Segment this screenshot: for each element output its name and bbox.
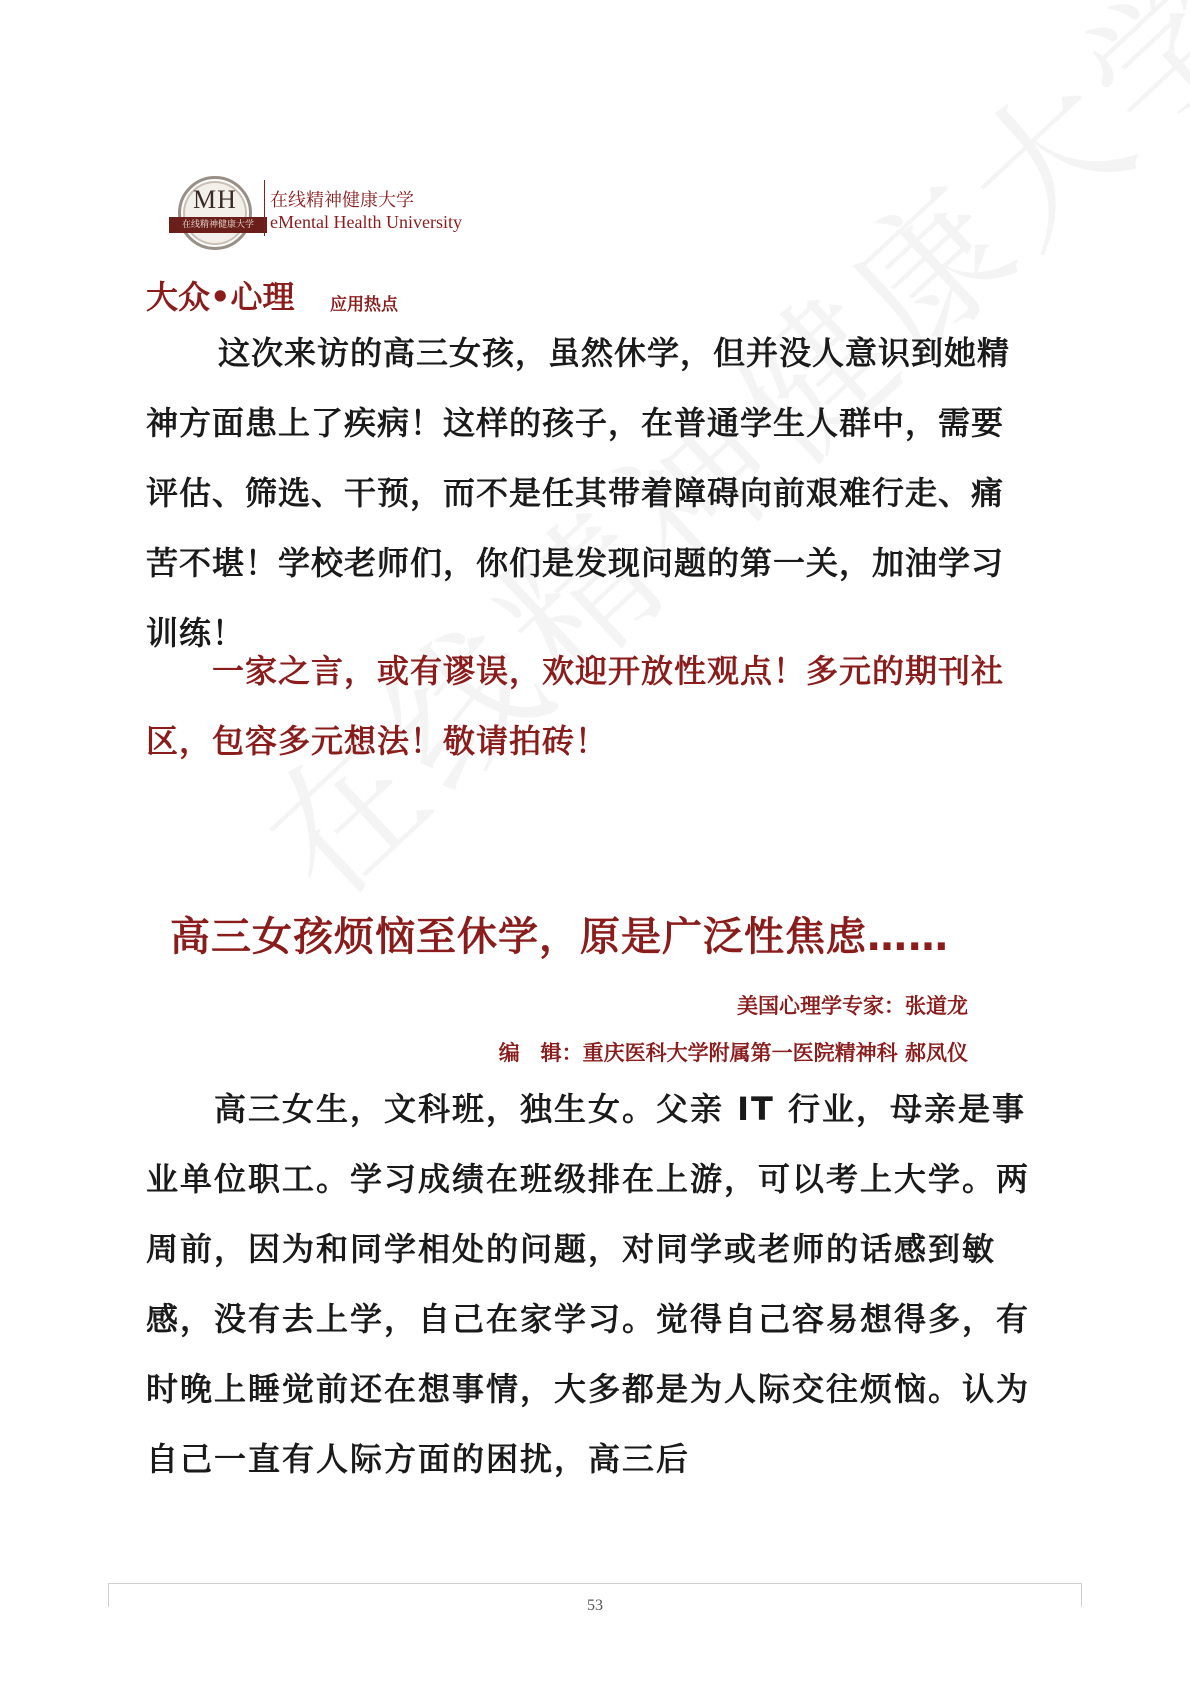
article-author: 美国心理学专家：张道龙 [737, 994, 968, 1018]
logo-divider [264, 180, 265, 236]
column-title: 大众•心理 [146, 278, 295, 316]
article-editor: 编 辑：重庆医科大学附属第一医院精神科 郝凤仪 [498, 1041, 968, 1065]
logo-seal [178, 176, 252, 250]
footer-divider [108, 1583, 1082, 1584]
article-body: 高三女生，文科班，独生女。父亲 IT 行业，母亲是事业单位职工。学习成绩在班级排在上游，可以考上大学。两周前，因为和同学相处的问题，对同学或老师的话感到敏感，没有去上学，自己在家学习。觉得自己容易想得多，有时晚上睡觉前还在想事情，大多都是为人际交往烦恼。认为自己一直有人际方面的困扰，高三后 [146, 1090, 1031, 1478]
logo-mark: MH [193, 185, 237, 214]
article-title: 高三女孩烦恼至休学，原是广泛性焦虑…… [170, 914, 949, 960]
logo-ribbon: 在线精神健康大学 [169, 217, 267, 233]
intro-paragraph: 这次来访的高三女孩，虽然休学，但并没人意识到她精神方面患上了疾病！这样的孩子，在普通学生人群中，需要评估、筛选、干预，而不是任其带着障碍向前艰难行走、痛苦不堪！学校老师们，你们是发现问题的第一关，加油学习训练！ [146, 334, 1011, 652]
page-number: 53 [587, 1597, 603, 1614]
org-name-cn: 在线精神健康大学 [270, 190, 414, 211]
editor-note: 一家之言，或有谬误，欢迎开放性观点！多元的期刊社区，包容多元想法！敬请拍砖！ [146, 652, 1005, 760]
org-name-en: eMental Health University [270, 212, 462, 232]
column-subtitle: 应用热点 [330, 295, 398, 315]
